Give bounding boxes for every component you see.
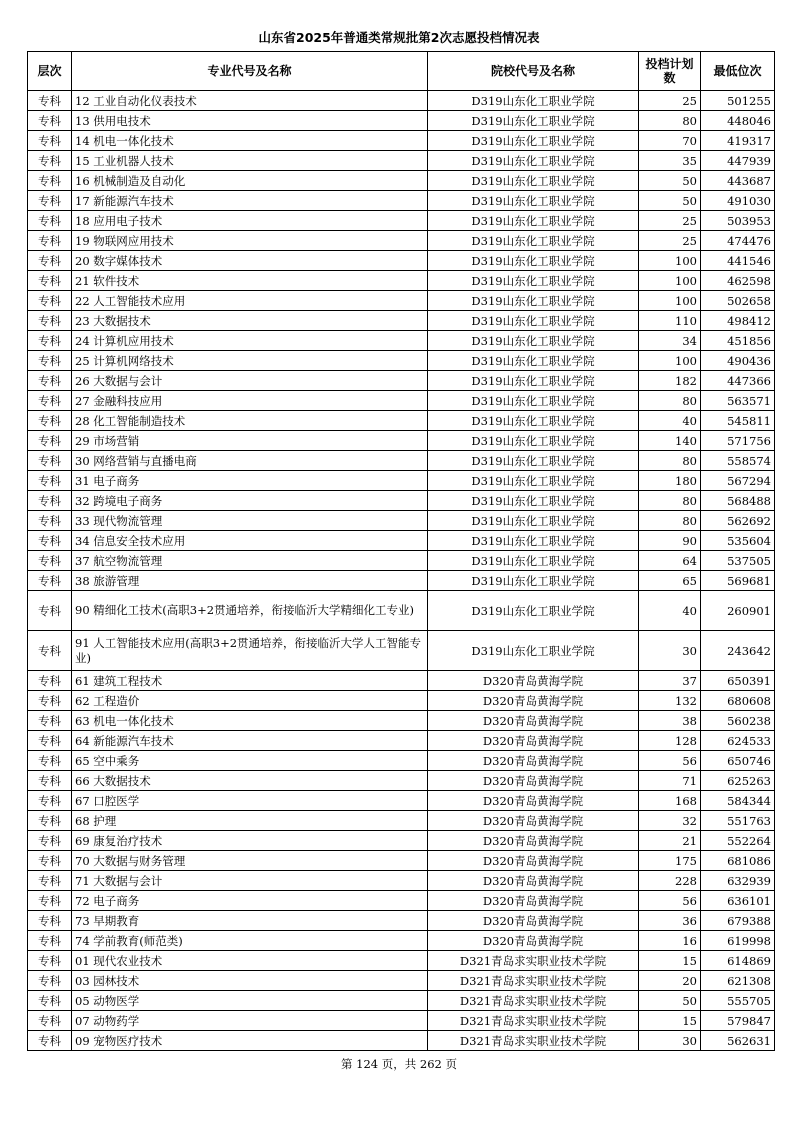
cell-min-rank: 636101: [701, 891, 775, 911]
cell-level: 专科: [28, 211, 72, 231]
cell-level: 专科: [28, 711, 72, 731]
cell-major: 90 精细化工技术(高职3+2贯通培养，衔接临沂大学精细化工专业): [72, 591, 428, 631]
cell-level: 专科: [28, 371, 72, 391]
cell-school: D320青岛黄海学院: [428, 771, 639, 791]
cell-level: 专科: [28, 251, 72, 271]
cell-plan: 65: [639, 571, 701, 591]
cell-school: D320青岛黄海学院: [428, 751, 639, 771]
cell-plan: 175: [639, 851, 701, 871]
table-row: [28, 171, 775, 191]
cell-level: 专科: [28, 411, 72, 431]
cell-plan: 50: [639, 991, 701, 1011]
cell-level: 专科: [28, 571, 72, 591]
cell-min-rank: 568488: [701, 491, 775, 511]
cell-min-rank: 451856: [701, 331, 775, 351]
cell-level: 专科: [28, 971, 72, 991]
cell-major: 28 化工智能制造技术: [72, 411, 428, 431]
cell-min-rank: 650391: [701, 671, 775, 691]
table-row: [28, 791, 775, 811]
cell-min-rank: 625263: [701, 771, 775, 791]
cell-min-rank: 681086: [701, 851, 775, 871]
cell-plan: 80: [639, 491, 701, 511]
cell-plan: 50: [639, 171, 701, 191]
table-row: [28, 591, 775, 631]
cell-major: 17 新能源汽车技术: [72, 191, 428, 211]
cell-level: 专科: [28, 631, 72, 671]
cell-min-rank: 443687: [701, 171, 775, 191]
cell-school: D320青岛黄海学院: [428, 711, 639, 731]
cell-level: 专科: [28, 751, 72, 771]
table-row: [28, 671, 775, 691]
cell-school: D320青岛黄海学院: [428, 831, 639, 851]
cell-school: D320青岛黄海学院: [428, 691, 639, 711]
cell-min-rank: 474476: [701, 231, 775, 251]
table-row: [28, 471, 775, 491]
cell-level: 专科: [28, 311, 72, 331]
table-row: [28, 191, 775, 211]
cell-plan: 182: [639, 371, 701, 391]
cell-school: D320青岛黄海学院: [428, 791, 639, 811]
cell-level: 专科: [28, 791, 72, 811]
cell-major: 26 大数据与会计: [72, 371, 428, 391]
cell-school: D319山东化工职业学院: [428, 531, 639, 551]
cell-plan: 168: [639, 791, 701, 811]
table-row: [28, 911, 775, 931]
cell-school: D319山东化工职业学院: [428, 591, 639, 631]
cell-plan: 56: [639, 891, 701, 911]
cell-school: D320青岛黄海学院: [428, 891, 639, 911]
cell-min-rank: 441546: [701, 251, 775, 271]
cell-school: D319山东化工职业学院: [428, 331, 639, 351]
table-row: [28, 531, 775, 551]
table-row: [28, 751, 775, 771]
cell-plan: 80: [639, 451, 701, 471]
cell-min-rank: 680608: [701, 691, 775, 711]
table-row: [28, 711, 775, 731]
cell-level: 专科: [28, 591, 72, 631]
cell-major: 63 机电一体化技术: [72, 711, 428, 731]
cell-min-rank: 679388: [701, 911, 775, 931]
cell-level: 专科: [28, 191, 72, 211]
cell-school: D319山东化工职业学院: [428, 251, 639, 271]
cell-min-rank: 562692: [701, 511, 775, 531]
cell-major: 62 工程造价: [72, 691, 428, 711]
cell-plan: 16: [639, 931, 701, 951]
cell-min-rank: 621308: [701, 971, 775, 991]
cell-min-rank: 551763: [701, 811, 775, 831]
cell-level: 专科: [28, 951, 72, 971]
cell-level: 专科: [28, 271, 72, 291]
cell-school: D320青岛黄海学院: [428, 911, 639, 931]
cell-plan: 71: [639, 771, 701, 791]
cell-school: D319山东化工职业学院: [428, 411, 639, 431]
cell-major: 12 工业自动化仪表技术: [72, 91, 428, 111]
cell-school: D321青岛求实职业技术学院: [428, 1031, 639, 1051]
cell-school: D321青岛求实职业技术学院: [428, 991, 639, 1011]
cell-level: 专科: [28, 911, 72, 931]
table-row: [28, 551, 775, 571]
cell-level: 专科: [28, 291, 72, 311]
cell-major: 23 大数据技术: [72, 311, 428, 331]
cell-plan: 70: [639, 131, 701, 151]
page-footer: 第 124 页，共 262 页: [340, 1057, 458, 1071]
table-row: [28, 131, 775, 151]
cell-major: 31 电子商务: [72, 471, 428, 491]
cell-plan: 37: [639, 671, 701, 691]
table-row: [28, 371, 775, 391]
cell-level: 专科: [28, 551, 72, 571]
cell-min-rank: 448046: [701, 111, 775, 131]
cell-plan: 100: [639, 251, 701, 271]
cell-major: 32 跨境电子商务: [72, 491, 428, 511]
table-row: [28, 891, 775, 911]
cell-min-rank: 567294: [701, 471, 775, 491]
cell-school: D319山东化工职业学院: [428, 551, 639, 571]
cell-plan: 80: [639, 391, 701, 411]
table-row: [28, 271, 775, 291]
cell-plan: 100: [639, 271, 701, 291]
cell-min-rank: 632939: [701, 871, 775, 891]
table-row: [28, 331, 775, 351]
cell-school: D319山东化工职业学院: [428, 151, 639, 171]
cell-min-rank: 243642: [701, 631, 775, 671]
cell-school: D319山东化工职业学院: [428, 391, 639, 411]
cell-major: 05 动物医学: [72, 991, 428, 1011]
header-min-rank: 最低位次: [701, 52, 775, 91]
cell-school: D319山东化工职业学院: [428, 371, 639, 391]
table-row: [28, 691, 775, 711]
header-major: 专业代号及名称: [72, 52, 428, 91]
cell-plan: 36: [639, 911, 701, 931]
cell-plan: 80: [639, 511, 701, 531]
cell-level: 专科: [28, 771, 72, 791]
cell-major: 69 康复治疗技术: [72, 831, 428, 851]
page-title: 山东省2025年普通类常规批第2次志愿投档情况表: [258, 30, 540, 45]
cell-school: D320青岛黄海学院: [428, 851, 639, 871]
cell-plan: 56: [639, 751, 701, 771]
table-row: [28, 731, 775, 751]
cell-min-rank: 569681: [701, 571, 775, 591]
cell-level: 专科: [28, 831, 72, 851]
cell-level: 专科: [28, 331, 72, 351]
cell-major: 91 人工智能技术应用(高职3+2贯通培养，衔接临沂大学人工智能专业): [72, 631, 428, 671]
cell-school: D319山东化工职业学院: [428, 231, 639, 251]
cell-school: D319山东化工职业学院: [428, 171, 639, 191]
cell-level: 专科: [28, 231, 72, 251]
cell-major: 61 建筑工程技术: [72, 671, 428, 691]
cell-major: 22 人工智能技术应用: [72, 291, 428, 311]
table-row: [28, 1011, 775, 1031]
cell-school: D319山东化工职业学院: [428, 291, 639, 311]
cell-min-rank: 558574: [701, 451, 775, 471]
cell-plan: 180: [639, 471, 701, 491]
admission-table: [27, 51, 775, 1051]
cell-school: D320青岛黄海学院: [428, 671, 639, 691]
cell-plan: 50: [639, 191, 701, 211]
cell-level: 专科: [28, 171, 72, 191]
cell-major: 72 电子商务: [72, 891, 428, 911]
cell-min-rank: 624533: [701, 731, 775, 751]
cell-min-rank: 447366: [701, 371, 775, 391]
cell-plan: 25: [639, 211, 701, 231]
cell-level: 专科: [28, 131, 72, 151]
cell-plan: 30: [639, 1031, 701, 1051]
table-row: [28, 231, 775, 251]
table-row: [28, 111, 775, 131]
cell-plan: 30: [639, 631, 701, 671]
table-row: [28, 431, 775, 451]
table-row: [28, 311, 775, 331]
cell-major: 34 信息安全技术应用: [72, 531, 428, 551]
table-row: [28, 631, 775, 671]
cell-school: D319山东化工职业学院: [428, 511, 639, 531]
cell-major: 01 现代农业技术: [72, 951, 428, 971]
cell-level: 专科: [28, 691, 72, 711]
cell-level: 专科: [28, 851, 72, 871]
cell-school: D321青岛求实职业技术学院: [428, 1011, 639, 1031]
cell-school: D319山东化工职业学院: [428, 571, 639, 591]
cell-major: 64 新能源汽车技术: [72, 731, 428, 751]
table-row: [28, 291, 775, 311]
cell-major: 09 宠物医疗技术: [72, 1031, 428, 1051]
cell-school: D319山东化工职业学院: [428, 211, 639, 231]
cell-level: 专科: [28, 491, 72, 511]
cell-school: D319山东化工职业学院: [428, 311, 639, 331]
cell-major: 68 护理: [72, 811, 428, 831]
cell-major: 19 物联网应用技术: [72, 231, 428, 251]
cell-plan: 20: [639, 971, 701, 991]
cell-min-rank: 584344: [701, 791, 775, 811]
cell-plan: 34: [639, 331, 701, 351]
table-row: [28, 571, 775, 591]
cell-plan: 228: [639, 871, 701, 891]
table-row: [28, 211, 775, 231]
cell-level: 专科: [28, 511, 72, 531]
cell-min-rank: 537505: [701, 551, 775, 571]
table-row: [28, 351, 775, 371]
cell-min-rank: 545811: [701, 411, 775, 431]
cell-min-rank: 491030: [701, 191, 775, 211]
table-row: [28, 971, 775, 991]
cell-min-rank: 571756: [701, 431, 775, 451]
table-header-row: [28, 52, 775, 91]
cell-min-rank: 555705: [701, 991, 775, 1011]
cell-major: 24 计算机应用技术: [72, 331, 428, 351]
cell-level: 专科: [28, 671, 72, 691]
table-row: [28, 871, 775, 891]
cell-school: D319山东化工职业学院: [428, 471, 639, 491]
cell-level: 专科: [28, 451, 72, 471]
cell-school: D321青岛求实职业技术学院: [428, 951, 639, 971]
cell-school: D321青岛求实职业技术学院: [428, 971, 639, 991]
cell-min-rank: 447939: [701, 151, 775, 171]
cell-plan: 15: [639, 951, 701, 971]
table-row: [28, 771, 775, 791]
cell-level: 专科: [28, 431, 72, 451]
cell-school: D320青岛黄海学院: [428, 871, 639, 891]
header-school: 院校代号及名称: [428, 52, 639, 91]
table-row: [28, 831, 775, 851]
cell-min-rank: 502658: [701, 291, 775, 311]
table-row: [28, 411, 775, 431]
cell-major: 29 市场营销: [72, 431, 428, 451]
cell-min-rank: 579847: [701, 1011, 775, 1031]
cell-min-rank: 462598: [701, 271, 775, 291]
cell-plan: 90: [639, 531, 701, 551]
cell-school: D320青岛黄海学院: [428, 931, 639, 951]
table-row: [28, 151, 775, 171]
cell-min-rank: 260901: [701, 591, 775, 631]
cell-school: D319山东化工职业学院: [428, 351, 639, 371]
cell-school: D319山东化工职业学院: [428, 191, 639, 211]
cell-plan: 100: [639, 291, 701, 311]
cell-major: 14 机电一体化技术: [72, 131, 428, 151]
cell-level: 专科: [28, 1031, 72, 1051]
cell-school: D319山东化工职业学院: [428, 111, 639, 131]
cell-level: 专科: [28, 471, 72, 491]
cell-school: D319山东化工职业学院: [428, 431, 639, 451]
cell-major: 33 现代物流管理: [72, 511, 428, 531]
cell-plan: 35: [639, 151, 701, 171]
cell-school: D320青岛黄海学院: [428, 731, 639, 751]
cell-min-rank: 535604: [701, 531, 775, 551]
cell-level: 专科: [28, 1011, 72, 1031]
cell-level: 专科: [28, 111, 72, 131]
cell-min-rank: 650746: [701, 751, 775, 771]
cell-major: 66 大数据技术: [72, 771, 428, 791]
cell-level: 专科: [28, 891, 72, 911]
cell-min-rank: 503953: [701, 211, 775, 231]
cell-major: 20 数字媒体技术: [72, 251, 428, 271]
cell-min-rank: 419317: [701, 131, 775, 151]
cell-level: 专科: [28, 91, 72, 111]
table-row: [28, 251, 775, 271]
cell-major: 25 计算机网络技术: [72, 351, 428, 371]
cell-school: D319山东化工职业学院: [428, 271, 639, 291]
table-row: [28, 511, 775, 531]
header-plan: 投档计划数: [639, 52, 701, 91]
cell-min-rank: 490436: [701, 351, 775, 371]
table-row: [28, 991, 775, 1011]
cell-plan: 132: [639, 691, 701, 711]
cell-level: 专科: [28, 991, 72, 1011]
cell-plan: 100: [639, 351, 701, 371]
cell-major: 38 旅游管理: [72, 571, 428, 591]
cell-major: 16 机械制造及自动化: [72, 171, 428, 191]
cell-plan: 110: [639, 311, 701, 331]
cell-major: 71 大数据与会计: [72, 871, 428, 891]
cell-major: 65 空中乘务: [72, 751, 428, 771]
cell-plan: 38: [639, 711, 701, 731]
cell-major: 07 动物药学: [72, 1011, 428, 1031]
cell-level: 专科: [28, 151, 72, 171]
table-row: [28, 451, 775, 471]
cell-level: 专科: [28, 811, 72, 831]
cell-min-rank: 619998: [701, 931, 775, 951]
cell-school: D319山东化工职业学院: [428, 491, 639, 511]
cell-major: 73 早期教育: [72, 911, 428, 931]
cell-plan: 40: [639, 411, 701, 431]
cell-major: 13 供用电技术: [72, 111, 428, 131]
cell-school: D319山东化工职业学院: [428, 631, 639, 671]
cell-level: 专科: [28, 731, 72, 751]
cell-major: 74 学前教育(师范类): [72, 931, 428, 951]
cell-plan: 40: [639, 591, 701, 631]
cell-level: 专科: [28, 931, 72, 951]
cell-school: D320青岛黄海学院: [428, 811, 639, 831]
cell-major: 30 网络营销与直播电商: [72, 451, 428, 471]
table-row: [28, 951, 775, 971]
cell-school: D319山东化工职业学院: [428, 451, 639, 471]
cell-major: 18 应用电子技术: [72, 211, 428, 231]
header-level: 层次: [28, 52, 72, 91]
cell-level: 专科: [28, 871, 72, 891]
cell-major: 70 大数据与财务管理: [72, 851, 428, 871]
cell-plan: 140: [639, 431, 701, 451]
table-row: [28, 391, 775, 411]
cell-school: D319山东化工职业学院: [428, 91, 639, 111]
table-row: [28, 91, 775, 111]
cell-major: 21 软件技术: [72, 271, 428, 291]
cell-plan: 64: [639, 551, 701, 571]
cell-min-rank: 498412: [701, 311, 775, 331]
cell-level: 专科: [28, 531, 72, 551]
table-row: [28, 851, 775, 871]
cell-plan: 25: [639, 231, 701, 251]
cell-plan: 25: [639, 91, 701, 111]
cell-plan: 80: [639, 111, 701, 131]
table-row: [28, 931, 775, 951]
cell-major: 15 工业机器人技术: [72, 151, 428, 171]
cell-major: 03 园林技术: [72, 971, 428, 991]
table-row: [28, 811, 775, 831]
cell-level: 专科: [28, 391, 72, 411]
table-row: [28, 491, 775, 511]
cell-level: 专科: [28, 351, 72, 371]
cell-plan: 128: [639, 731, 701, 751]
cell-min-rank: 614869: [701, 951, 775, 971]
cell-plan: 15: [639, 1011, 701, 1031]
cell-min-rank: 562631: [701, 1031, 775, 1051]
cell-min-rank: 501255: [701, 91, 775, 111]
cell-plan: 21: [639, 831, 701, 851]
cell-plan: 32: [639, 811, 701, 831]
cell-min-rank: 563571: [701, 391, 775, 411]
table-body: [28, 91, 775, 1051]
cell-min-rank: 560238: [701, 711, 775, 731]
cell-major: 67 口腔医学: [72, 791, 428, 811]
table-row: [28, 1031, 775, 1051]
cell-school: D319山东化工职业学院: [428, 131, 639, 151]
cell-major: 27 金融科技应用: [72, 391, 428, 411]
cell-min-rank: 552264: [701, 831, 775, 851]
cell-major: 37 航空物流管理: [72, 551, 428, 571]
